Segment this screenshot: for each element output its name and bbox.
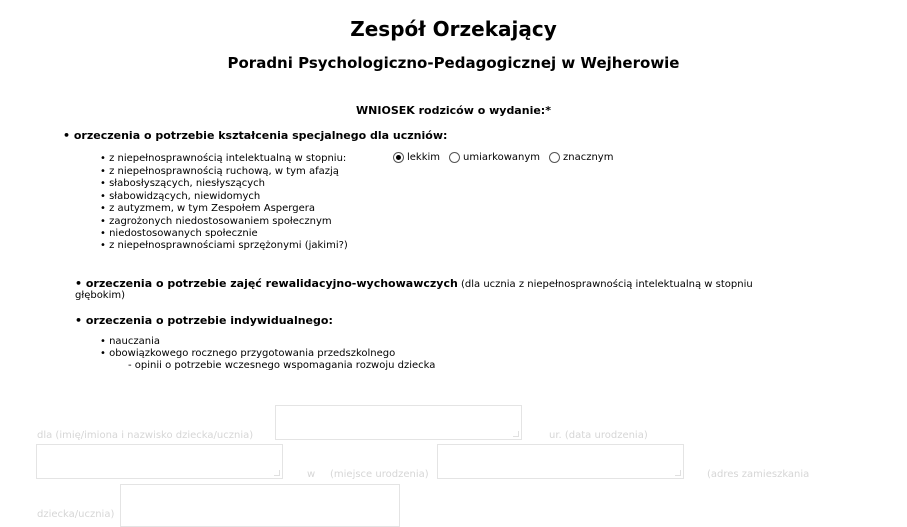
radio-label: znacznym	[563, 152, 614, 163]
list-item: • niedostosowanych społecznie	[100, 228, 258, 239]
resize-grip-icon[interactable]	[675, 470, 681, 476]
resize-grip-icon[interactable]	[274, 470, 280, 476]
child-name-label: dla (imię/imiona i nazwisko dziecka/ucznia)	[37, 430, 254, 441]
section-special-education-heading: • orzeczenia o potrzebie kształcenia specjalnego dla uczniów:	[63, 129, 448, 142]
list-item: • słabowidzących, niewidomych	[100, 191, 261, 202]
list-subitem: - opinii o potrzebie wczesnego wspomagania rozwoju dziecka	[128, 360, 436, 371]
section-rewalidation-note: (dla ucznia z niepełnosprawnością intelektualną w stopniu	[457, 279, 753, 290]
radio-option-znacznym[interactable]	[549, 152, 613, 163]
address-input[interactable]	[120, 484, 400, 527]
list-item: • z niepełnosprawnością ruchową, w tym afazją	[100, 166, 339, 177]
list-item: • nauczania	[100, 336, 160, 347]
section-rewalidation	[75, 277, 835, 290]
list-item: • z autyzmem, w tym Zespołem Aspergera	[100, 203, 315, 214]
section-individual-heading: • orzeczenia o potrzebie indywidualnego:	[75, 314, 333, 327]
request-heading: WNIOSEK rodziców o wydanie:*	[356, 104, 551, 117]
radio-label: umiarkowanym	[463, 152, 540, 163]
page-title: Zespół Orzekający	[350, 17, 557, 41]
birth-date-input[interactable]	[36, 444, 283, 479]
list-item: • zagrożonych niedostosowaniem społecznym	[100, 216, 332, 227]
radio-option-umiarkowanym[interactable]	[449, 152, 540, 163]
birth-place-input[interactable]	[437, 444, 684, 479]
disability-degree-radio-group	[393, 152, 622, 163]
radio-button-umiarkowanym[interactable]	[449, 152, 460, 163]
section-rewalidation-note-cont: głębokim)	[75, 290, 126, 301]
birth-place-prefix: w	[307, 469, 316, 480]
radio-button-znacznym[interactable]	[549, 152, 560, 163]
radio-button-lekkim[interactable]	[393, 152, 404, 163]
child-name-input[interactable]	[275, 405, 522, 440]
section-rewalidation-heading: • orzeczenia o potrzebie zajęć rewalidacyjno-wychowawczych	[75, 277, 458, 290]
list-item: • obowiązkowego rocznego przygotowania przedszkolnego	[100, 348, 396, 359]
birth-date-label: ur. (data urodzenia)	[549, 430, 648, 441]
resize-grip-icon[interactable]	[513, 431, 519, 437]
list-item: • z niepełnosprawnością intelektualną w stopniu:	[100, 153, 347, 164]
list-item: • z niepełnosprawnościami sprzężonymi (jakimi?)	[100, 240, 348, 251]
radio-label: lekkim	[407, 152, 441, 163]
radio-option-lekkim[interactable]	[393, 152, 440, 163]
list-item: • słabosłyszących, niesłyszących	[100, 178, 265, 189]
address-label: (adres zamieszkania	[707, 469, 810, 480]
address-label-cont: dziecka/ucznia)	[37, 509, 115, 520]
birth-place-label: (miejsce urodzenia)	[330, 469, 429, 480]
page-subtitle: Poradni Psychologiczno-Pedagogicznej w Wejherowie	[227, 54, 680, 72]
